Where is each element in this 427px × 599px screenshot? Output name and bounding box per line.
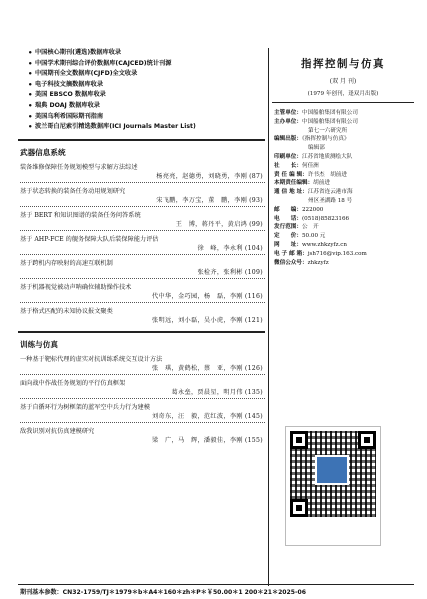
website-link[interactable]: www.zhkzyfz.cn bbox=[301, 241, 348, 248]
database-item: • 电子科技文摘数据库收录 bbox=[28, 80, 265, 91]
article-title[interactable]: 基于自循环行为树框架的蓝军空中兵力行为建模 bbox=[20, 403, 150, 411]
info-distribution: 发行范围：公 开 bbox=[274, 224, 319, 231]
database-item: • 波兰哥白尼索引精选数据库(ICI Journals Master List) bbox=[28, 122, 265, 133]
divider bbox=[18, 139, 265, 141]
article-authors bbox=[18, 268, 263, 277]
article-authors bbox=[18, 364, 263, 373]
info-website: 网 址：www.zhkzyfz.cn bbox=[274, 241, 348, 248]
article-authors bbox=[18, 436, 263, 445]
page-number: (155) bbox=[244, 436, 263, 444]
dotted-leader bbox=[20, 230, 265, 231]
info-editor: 编辑出版：《指挥控制与仿真》 bbox=[274, 136, 350, 143]
info-email: 电 子 邮 箱：jsh716@vip.163.com bbox=[274, 250, 367, 257]
info-responsible-editor: 责 任 编 辑：许书杰 胡前进 bbox=[274, 171, 347, 178]
authors: 代中华，金巧园，杨 磊，李刚 bbox=[152, 292, 243, 300]
authors: 宋飞鹏，李万宝，董 鹏，李刚 bbox=[156, 196, 248, 204]
info-address: 通 信 地 址：江苏省连云港市海 bbox=[274, 189, 353, 196]
dotted-leader bbox=[20, 206, 265, 207]
info-postcode: 邮 编：222000 bbox=[274, 206, 324, 213]
info-address-cont: 州区圣湖路 18 号 bbox=[308, 197, 353, 204]
masthead-column bbox=[272, 48, 414, 267]
database-listing bbox=[28, 48, 265, 133]
database-item: • 中国核心期刊(遴选)数据库收录 bbox=[28, 48, 265, 59]
article-authors bbox=[18, 244, 263, 253]
info-editor-cont: 编辑部 bbox=[308, 145, 325, 152]
article-title[interactable]: 装备维修保障任务规划模型与求解方法综述 bbox=[20, 163, 138, 171]
info-phone: 电 话：(0518)85823166 bbox=[274, 215, 350, 222]
info-printer: 印刷单位：江苏省地质测绘大队 bbox=[274, 153, 353, 160]
page-number: (99) bbox=[249, 220, 263, 228]
info-supervisor: 主管单位：中国船舶集团有限公司 bbox=[274, 110, 358, 116]
article-title[interactable]: 基于跨机内存映射的高速互联机制 bbox=[20, 259, 113, 267]
article-authors bbox=[18, 292, 263, 301]
page-number: (87) bbox=[249, 172, 263, 180]
article-entry bbox=[18, 211, 265, 231]
dotted-leader bbox=[20, 254, 265, 255]
authors: 葛永垒，贾晨星，明月伟 bbox=[171, 388, 243, 396]
article-entry bbox=[18, 307, 265, 325]
article-authors bbox=[18, 220, 263, 229]
dotted-leader bbox=[20, 374, 265, 375]
page-number: (104) bbox=[244, 244, 263, 252]
info-sponsor: 主办单位：中国船舶集团有限公司 bbox=[274, 118, 358, 125]
authors: 张 琪，黄鹤松，蔡 亚，李刚 bbox=[152, 364, 243, 372]
info-issue-editor: 本期责任编辑：胡前进 bbox=[274, 180, 330, 187]
article-title[interactable]: 敌我识别对抗仿真建模研究 bbox=[20, 427, 95, 435]
divider bbox=[18, 331, 265, 333]
authors: 徐 峰，李永利 bbox=[197, 244, 243, 252]
section-title: 训练与仿真 bbox=[20, 339, 58, 349]
info-wechat: 微信公众号：zhkzyfz bbox=[274, 259, 329, 266]
page-number: (121) bbox=[244, 316, 263, 324]
dotted-leader bbox=[20, 278, 265, 279]
qr-finder bbox=[290, 431, 308, 449]
database-item: • 美国 EBSCO 数据库收录 bbox=[28, 90, 265, 101]
authors: 张明远，刘小磊，吴小虎，李刚 bbox=[152, 316, 243, 324]
qr-logo-badge bbox=[315, 455, 349, 485]
authors: 杨亮亮，赵德勇，刘晓勇，李刚 bbox=[156, 172, 248, 180]
database-item: • 中国学术期刊综合评价数据库(CAJCED)统计刊源 bbox=[28, 59, 265, 70]
article-title[interactable]: 一种基于靶标代理的虚实对抗训练系统交互设计方法 bbox=[20, 355, 163, 363]
article-entry bbox=[18, 187, 265, 207]
article-entry bbox=[18, 379, 265, 399]
divider bbox=[272, 102, 414, 103]
dotted-leader bbox=[20, 398, 265, 399]
qr-finder bbox=[358, 431, 376, 449]
journal-parameters: 期刊基本参数：CN32-1759/TJ＊1979＊b＊A4＊160＊zh＊P＊￥50.00＊1 200＊21＊2025-06 bbox=[20, 589, 307, 596]
page-number: (109) bbox=[244, 268, 263, 276]
authors: 王 博，蒋丹平，黄启鸿 bbox=[175, 220, 248, 228]
journal-frequency: (双 月 刊) bbox=[329, 78, 357, 85]
authors: 梁 广，马 辉，潘毅佳，李刚 bbox=[152, 436, 243, 444]
database-item: • 瑞典 DOAJ 数据库收录 bbox=[28, 101, 265, 112]
footer-rule bbox=[18, 584, 414, 585]
article-authors bbox=[18, 388, 263, 397]
email-link[interactable]: jsh716@vip.163.com bbox=[307, 250, 367, 257]
article-authors bbox=[18, 196, 263, 205]
info-director: 社 长：何佳洲 bbox=[274, 162, 319, 169]
qr-finder bbox=[290, 499, 308, 517]
journal-founded: (1979 年创刊，逢双月出版) bbox=[307, 91, 379, 97]
article-entry bbox=[18, 163, 265, 183]
article-entry bbox=[18, 283, 265, 303]
section-title: 武器信息系统 bbox=[20, 147, 66, 157]
article-authors bbox=[18, 172, 263, 181]
article-authors bbox=[18, 316, 263, 325]
dotted-leader bbox=[20, 182, 265, 183]
page-number: (93) bbox=[249, 196, 263, 204]
database-item: • 美国乌利希国际期刊指南 bbox=[28, 112, 265, 123]
journal-title: 指挥控制与仿真 bbox=[301, 58, 385, 70]
article-title[interactable]: 基于格式匹配的未知协议报文聚类 bbox=[20, 307, 113, 315]
article-title[interactable]: 基于状态转换的装备任务动用规划研究 bbox=[20, 187, 126, 195]
dotted-leader bbox=[20, 302, 265, 303]
article-title[interactable]: 基于 BERT 和知识图谱的装备任务问答系统 bbox=[20, 211, 141, 219]
article-entry bbox=[18, 427, 265, 445]
authors: 刘奇东，汪 毅，范红波，李刚 bbox=[152, 412, 243, 420]
database-item: • 中国期刊全文数据库(CJFD)全文收录 bbox=[28, 69, 265, 80]
article-entry bbox=[18, 355, 265, 375]
dotted-leader bbox=[20, 422, 265, 423]
article-title[interactable]: 基于机器视觉被动声呐确位辅助操作技术 bbox=[20, 283, 132, 291]
page-number: (145) bbox=[244, 412, 263, 420]
article-entry bbox=[18, 235, 265, 255]
article-entry bbox=[18, 259, 265, 279]
article-title[interactable]: 面向战中作战任务规划的平行仿真框架 bbox=[20, 379, 126, 387]
page-number: (135) bbox=[244, 388, 263, 396]
article-entry bbox=[18, 403, 265, 423]
column-divider bbox=[268, 48, 269, 586]
authors: 张检齐，张利彬 bbox=[197, 268, 243, 276]
qr-code-icon[interactable] bbox=[285, 426, 381, 546]
info-price: 定 价：50.00 元 bbox=[274, 233, 326, 240]
article-authors bbox=[18, 412, 263, 421]
page-number: (116) bbox=[244, 292, 263, 300]
page-number: (126) bbox=[244, 364, 263, 372]
article-title[interactable]: 基于 AHP-FCE 的舰务保障大队后装保障能力评估 bbox=[20, 235, 159, 243]
info-sponsor-cont: 第七一六研究所 bbox=[308, 127, 348, 134]
contents-column bbox=[18, 48, 265, 449]
